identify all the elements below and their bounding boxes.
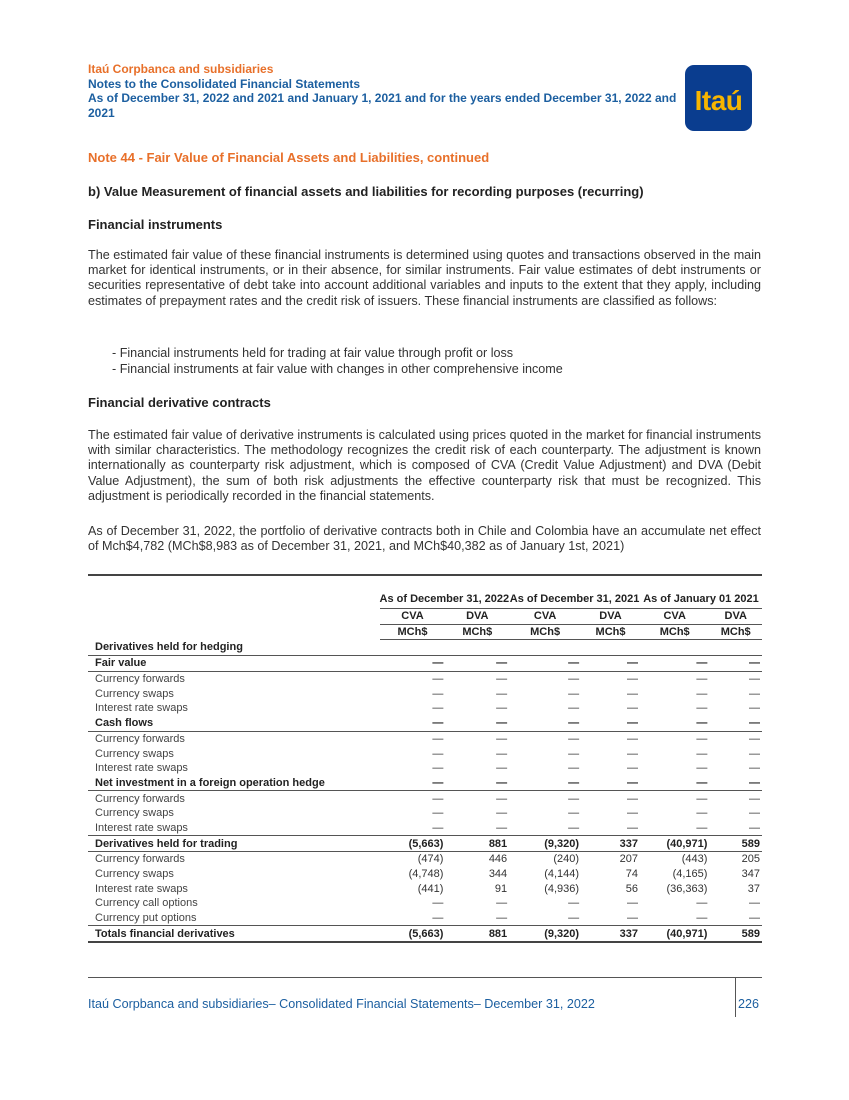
value-cell: — <box>568 912 580 925</box>
value-cell: — <box>640 656 709 672</box>
value-cell: — <box>568 762 580 775</box>
value-cell: — <box>696 762 708 775</box>
group-header: As of December 31, 2021 <box>509 575 640 609</box>
derivatives-table <box>88 574 762 943</box>
company-name: Itaú Corpbanca and subsidiaries <box>88 62 274 76</box>
footer-divider <box>88 977 762 978</box>
table-row <box>88 896 762 911</box>
column-header: CVA <box>380 609 446 625</box>
value-cell: (4,936) <box>544 882 580 895</box>
value-cell: 37 <box>747 882 760 895</box>
value-cell: — <box>626 762 638 775</box>
table-row <box>88 926 762 942</box>
row-label: Net investment in a foreign operation hedge <box>88 776 380 791</box>
value-cell: — <box>626 747 638 760</box>
page-number: 226 <box>738 997 760 1011</box>
value-cell: — <box>696 912 708 925</box>
value-cell: — <box>696 673 708 686</box>
table-row <box>88 746 762 761</box>
value-cell: 337 <box>581 926 640 942</box>
value-cell: (5,663) <box>380 926 446 942</box>
value-cell: — <box>581 776 640 791</box>
column-header: DVA <box>581 609 640 625</box>
value-cell: 589 <box>709 836 762 852</box>
value-cell: — <box>380 656 446 672</box>
value-cell: — <box>496 673 508 686</box>
value-cell: 589 <box>709 926 762 942</box>
row-label: Totals financial derivatives <box>88 926 380 942</box>
value-cell <box>581 640 640 656</box>
unit-header: MCh$ <box>640 624 709 640</box>
document-title: Notes to the Consolidated Financial Statements <box>88 76 361 91</box>
row-label: Derivatives held for hedging <box>88 640 380 656</box>
row-label: Currency swaps <box>95 747 174 760</box>
value-cell: — <box>749 821 760 834</box>
value-cell: — <box>432 897 444 910</box>
unit-header: MCh$ <box>445 624 509 640</box>
table-row <box>88 686 762 701</box>
value-cell <box>509 640 581 656</box>
value-cell: — <box>445 776 509 791</box>
value-cell: — <box>568 747 580 760</box>
value-cell: — <box>626 792 638 805</box>
value-cell: — <box>496 792 508 805</box>
value-cell: — <box>696 702 708 715</box>
value-cell: 74 <box>625 868 638 881</box>
column-header: DVA <box>445 609 509 625</box>
value-cell: — <box>696 747 708 760</box>
table-row <box>88 821 762 836</box>
value-cell: 207 <box>619 853 638 866</box>
value-cell: — <box>432 673 444 686</box>
value-cell: — <box>568 732 580 745</box>
column-header: DVA <box>709 609 762 625</box>
bullet-item: - Financial instruments held for trading at fair value through profit or loss <box>112 346 514 360</box>
value-cell: (443) <box>681 853 708 866</box>
table-row <box>88 731 762 746</box>
value-cell: — <box>496 747 508 760</box>
table-row <box>88 776 762 791</box>
value-cell: — <box>432 762 444 775</box>
period-text: As of December 31, 2022 and 2021 and January 1, 2021 and for the years ended December 31, 2022 and 2021 <box>88 91 677 120</box>
row-label: Interest rate swaps <box>95 702 188 715</box>
value-cell: — <box>626 702 638 715</box>
row-label: Currency forwards <box>95 853 185 866</box>
value-cell: — <box>709 776 762 791</box>
value-cell: — <box>749 702 760 715</box>
value-cell: 881 <box>445 836 509 852</box>
financial-instruments-heading: Financial instruments <box>88 217 223 232</box>
table-row <box>88 867 762 882</box>
table-row <box>88 640 762 656</box>
value-cell: — <box>568 792 580 805</box>
value-cell: — <box>749 792 760 805</box>
row-label: Currency forwards <box>95 792 185 805</box>
value-cell: — <box>432 792 444 805</box>
value-cell: — <box>432 821 444 834</box>
table-row <box>88 836 762 852</box>
value-cell: — <box>509 656 581 672</box>
page-header <box>88 62 688 120</box>
value-cell: (9,320) <box>509 926 581 942</box>
value-cell: — <box>749 912 760 925</box>
value-cell: — <box>432 732 444 745</box>
value-cell: — <box>568 807 580 820</box>
note-title: Note 44 - Fair Value of Financial Assets and Liabilities, continued <box>88 150 490 165</box>
unit-header: MCh$ <box>709 624 762 640</box>
financial-instruments-paragraph: The estimated fair value of these financial instruments is determined using quotes and transactions observed in the main market for identical instruments, or in their absence, for similar instruments. Fair value estimates of debt instruments or securities representative of debt take into account additional variables and inputs to the extent that they apply, including estimates of prepayment rates and the credit risk of issuers. These financial instruments are classified as follows: <box>88 248 761 308</box>
table-row <box>88 806 762 821</box>
value-cell: — <box>432 807 444 820</box>
value-cell: — <box>749 807 760 820</box>
value-cell: — <box>568 687 580 700</box>
value-cell: — <box>696 792 708 805</box>
value-cell: — <box>581 656 640 672</box>
table-row <box>88 852 762 867</box>
row-label: Interest rate swaps <box>95 882 188 895</box>
row-label: Fair value <box>88 656 380 672</box>
unit-header: MCh$ <box>581 624 640 640</box>
row-label: Currency swaps <box>95 868 174 881</box>
value-cell: — <box>696 687 708 700</box>
row-label: Currency forwards <box>95 732 185 745</box>
value-cell: (474) <box>417 853 444 866</box>
table-row <box>88 911 762 926</box>
column-header: CVA <box>509 609 581 625</box>
value-cell: (4,144) <box>544 868 580 881</box>
value-cell: — <box>749 897 760 910</box>
value-cell: — <box>568 897 580 910</box>
value-cell: — <box>496 821 508 834</box>
value-cell: — <box>709 716 762 731</box>
value-cell: 205 <box>741 853 760 866</box>
row-label: Interest rate swaps <box>95 762 188 775</box>
derivative-contracts-heading: Financial derivative contracts <box>88 395 271 410</box>
bullet-list <box>112 346 563 377</box>
value-cell: (40,971) <box>640 836 709 852</box>
value-cell <box>709 640 762 656</box>
value-cell: 56 <box>625 882 638 895</box>
value-cell: — <box>626 687 638 700</box>
itau-logo <box>685 65 752 131</box>
value-cell: 344 <box>488 868 508 881</box>
value-cell: (4,748) <box>408 868 444 881</box>
table-row <box>88 716 762 731</box>
row-label: Cash flows <box>88 716 380 731</box>
row-label: Currency swaps <box>95 807 174 820</box>
value-cell <box>445 640 509 656</box>
value-cell: 337 <box>581 836 640 852</box>
value-cell: — <box>749 747 760 760</box>
logo-text: Itaú <box>694 85 743 116</box>
derivative-contracts-paragraph: The estimated fair value of derivative instruments is calculated using prices quoted in the market for financial instruments with similar characteristics. The methodology recognizes the credit risk of each counterparty. The adjustment is known internationally as counterparty risk adjustment, which is composed of CVA (Credit Value Adjustment) and DVA (Debit Value Adjustment), the sum of both risk adjustments the effective counterparty risk that must be recognized. This adjustment is periodically recorded in the financial statements. <box>88 428 761 503</box>
value-cell <box>640 640 709 656</box>
table-header-row <box>88 575 762 609</box>
value-cell: — <box>496 687 508 700</box>
value-cell: — <box>380 776 446 791</box>
value-cell: — <box>749 687 760 700</box>
value-cell: — <box>626 897 638 910</box>
group-header: As of January 01 2021 <box>640 575 762 609</box>
row-label: Currency swaps <box>95 687 174 700</box>
column-header: CVA <box>640 609 709 625</box>
value-cell: 446 <box>488 853 508 866</box>
value-cell: — <box>496 732 508 745</box>
footer-text: Itaú Corpbanca and subsidiaries– Consolidated Financial Statements– December 31, 2022 <box>88 997 595 1011</box>
value-cell: (40,971) <box>640 926 709 942</box>
value-cell: (5,663) <box>380 836 446 852</box>
row-label: Currency forwards <box>95 673 185 686</box>
footer-vertical-divider <box>735 977 736 1017</box>
value-cell: (441) <box>417 882 444 895</box>
value-cell: 91 <box>494 882 508 895</box>
value-cell: — <box>432 687 444 700</box>
table-row <box>88 701 762 716</box>
value-cell: — <box>626 807 638 820</box>
table-row <box>88 791 762 806</box>
value-cell: — <box>496 807 508 820</box>
value-cell: (240) <box>553 853 580 866</box>
value-cell: — <box>626 732 638 745</box>
value-cell: — <box>640 716 709 731</box>
value-cell: — <box>568 702 580 715</box>
value-cell <box>380 640 446 656</box>
row-label: Currency put options <box>95 912 197 925</box>
table-subheader-row <box>88 609 762 625</box>
net-effect-paragraph: As of December 31, 2022, the portfolio of derivative contracts both in Chile and Colombia have an accumulate net effect of Mch$4,782 (MCh$8,983 as of December 31, 2021, and MCh$40,382 as of January 1st, 2021) <box>88 524 761 554</box>
value-cell: — <box>709 656 762 672</box>
value-cell: — <box>626 673 638 686</box>
value-cell: 881 <box>445 926 509 942</box>
value-cell: — <box>496 897 508 910</box>
unit-header: MCh$ <box>380 624 446 640</box>
row-label: Interest rate swaps <box>95 821 188 834</box>
value-cell: — <box>696 807 708 820</box>
table-row <box>88 656 762 672</box>
value-cell: — <box>445 656 509 672</box>
value-cell: (9,320) <box>509 836 581 852</box>
value-cell: — <box>749 762 760 775</box>
value-cell: (36,363) <box>666 882 708 895</box>
value-cell: — <box>509 776 581 791</box>
value-cell: — <box>626 912 638 925</box>
unit-header: MCh$ <box>509 624 581 640</box>
value-cell: — <box>568 821 580 834</box>
value-cell: — <box>496 702 508 715</box>
value-cell: — <box>749 673 760 686</box>
table-row <box>88 761 762 776</box>
value-cell: — <box>432 702 444 715</box>
bullet-item: - Financial instruments at fair value with changes in other comprehensive income <box>112 361 563 376</box>
value-cell: — <box>640 776 709 791</box>
value-cell: — <box>696 897 708 910</box>
group-header: As of December 31, 2022 <box>380 575 510 609</box>
value-cell: — <box>568 673 580 686</box>
row-label: Currency call options <box>95 897 198 910</box>
value-cell: — <box>432 912 444 925</box>
value-cell: — <box>696 732 708 745</box>
table-row <box>88 671 762 686</box>
value-cell: — <box>445 716 509 731</box>
value-cell: — <box>509 716 581 731</box>
section-b-heading: b) Value Measurement of financial assets and liabilities for recording purposes (recurring) <box>88 184 644 199</box>
value-cell: 347 <box>741 868 760 881</box>
table-units-row <box>88 624 762 640</box>
value-cell: — <box>496 912 508 925</box>
value-cell: — <box>749 732 760 745</box>
value-cell: — <box>496 762 508 775</box>
value-cell: — <box>380 716 446 731</box>
value-cell: — <box>581 716 640 731</box>
table-row <box>88 881 762 896</box>
value-cell: — <box>626 821 638 834</box>
value-cell: (4,165) <box>672 868 708 881</box>
value-cell: — <box>432 747 444 760</box>
value-cell: — <box>696 821 708 834</box>
row-label: Derivatives held for trading <box>88 836 380 852</box>
